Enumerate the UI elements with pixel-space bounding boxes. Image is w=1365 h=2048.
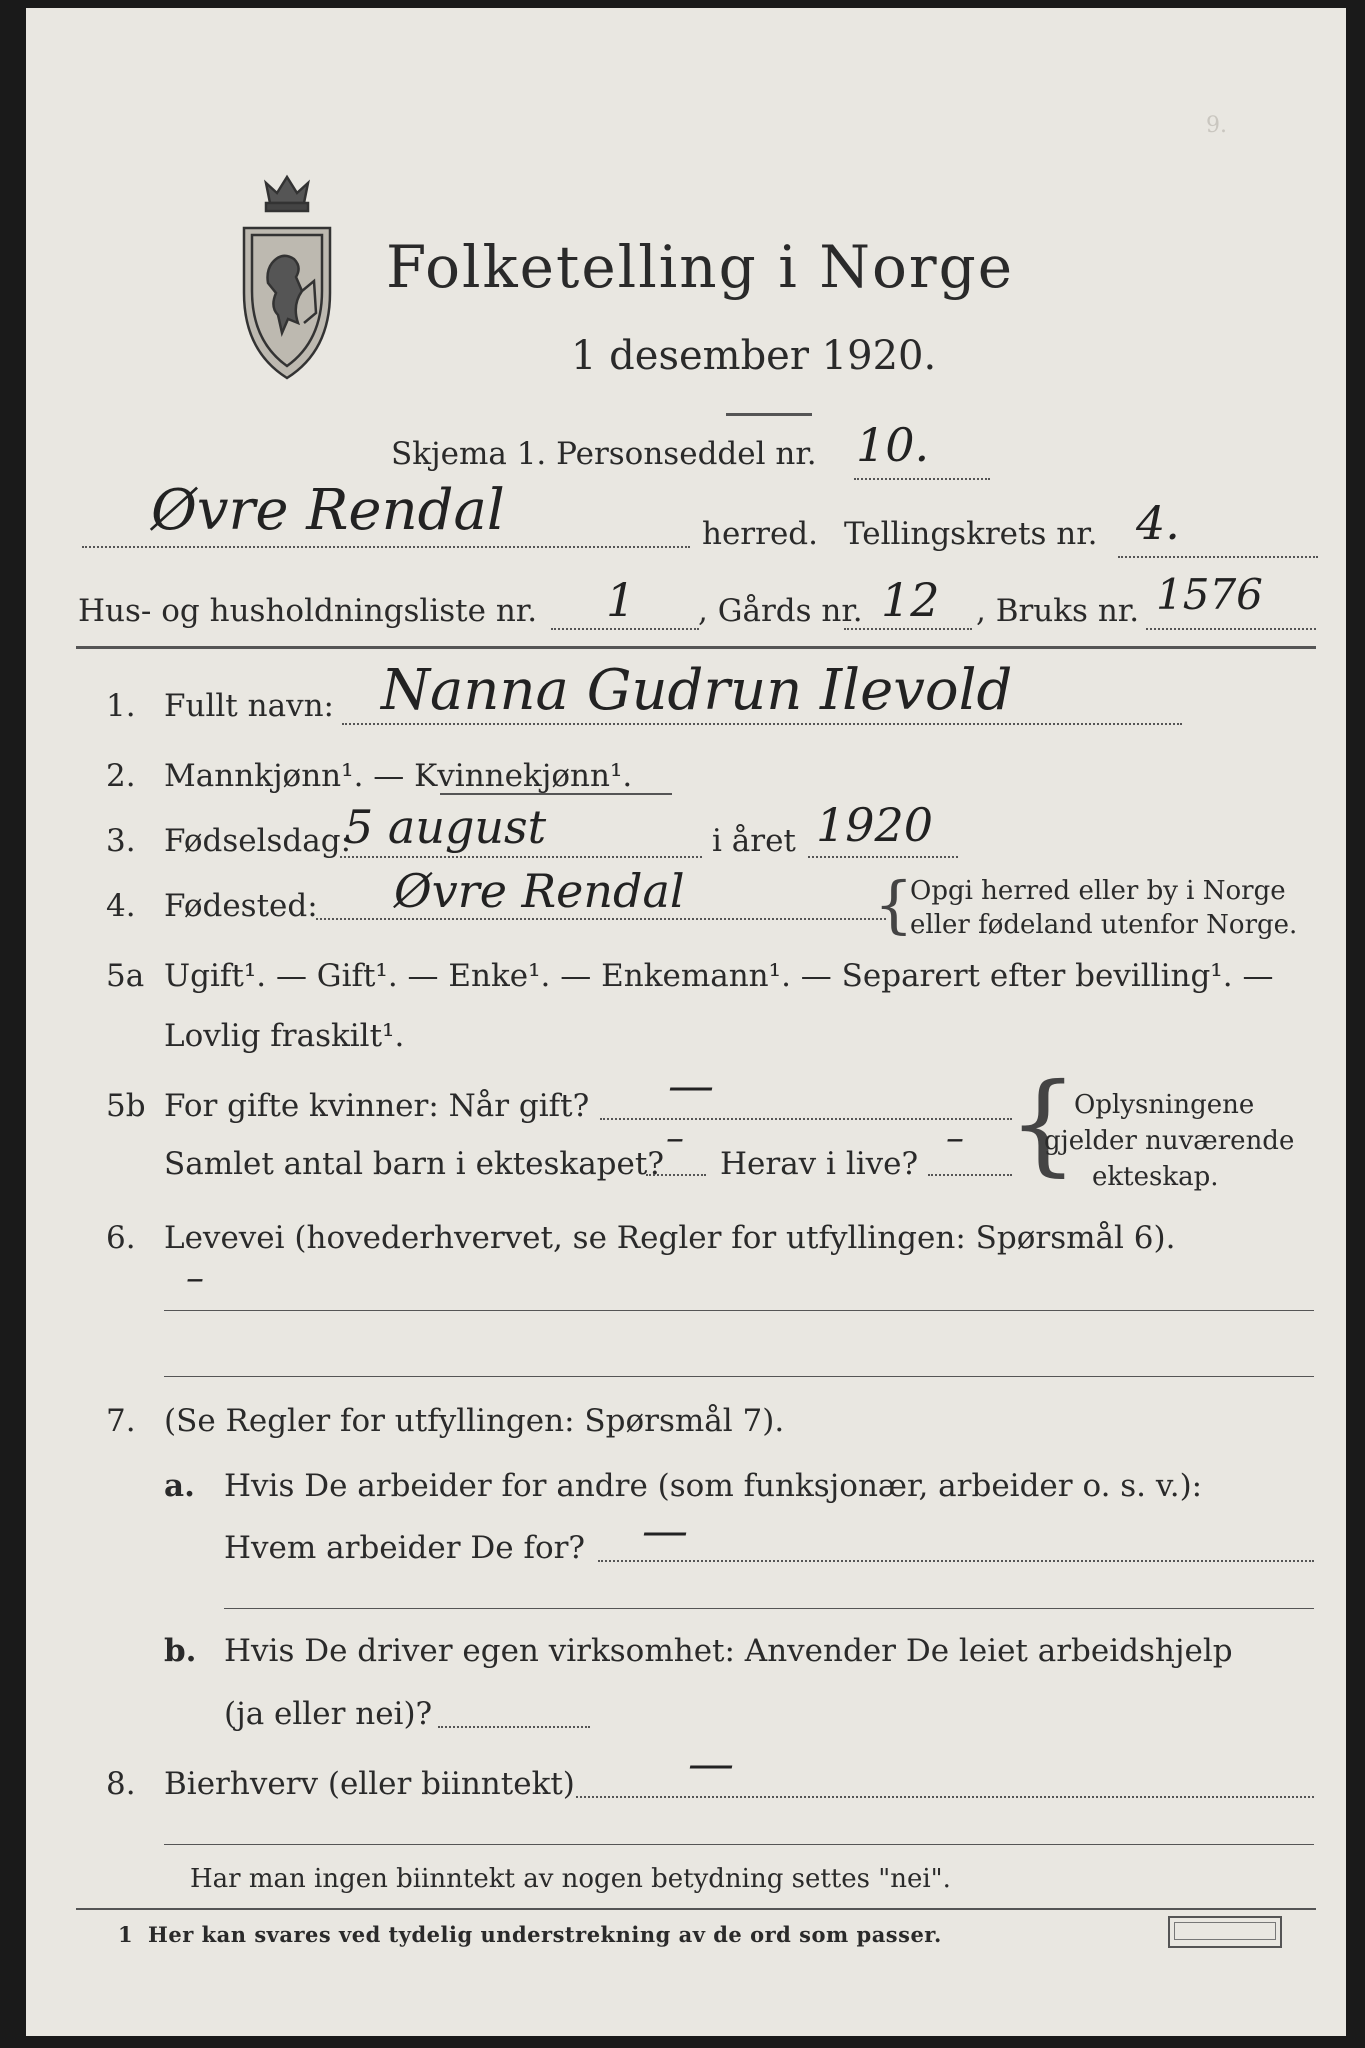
birth-year-value: 1920 xyxy=(816,798,934,852)
q8-number: 8. xyxy=(106,1766,136,1802)
birthplace-value: Øvre Rendal xyxy=(394,864,685,918)
gards-value: 12 xyxy=(881,573,940,627)
husholdningsliste-label: Hus- og husholdningsliste nr. xyxy=(78,593,538,629)
header-divider xyxy=(76,646,1316,649)
q4-note-line2: eller fødeland utenfor Norge. xyxy=(910,910,1298,940)
q5b-number: 5b xyxy=(106,1088,146,1124)
children-alive-value: – xyxy=(946,1118,964,1159)
children-total-value: – xyxy=(666,1118,684,1159)
census-form-sheet xyxy=(26,8,1346,2036)
q7b-label: Hvis De driver egen virksomhet: Anvender De leiet arbeidshjelp xyxy=(224,1633,1233,1669)
herred-field[interactable] xyxy=(82,546,690,548)
hired-help-field[interactable] xyxy=(438,1726,590,1728)
personseddel-nr-value: 10. xyxy=(856,418,930,472)
herred-value: Øvre Rendal xyxy=(151,478,505,543)
q7a-number: a. xyxy=(164,1468,195,1504)
gender-options[interactable]: Mannkjønn¹. — Kvinnekjønn¹. xyxy=(164,758,633,794)
q7b-sub-label: (ja eller nei)? xyxy=(224,1696,433,1732)
birthday-field[interactable] xyxy=(340,856,702,858)
marital-status-options[interactable]: Ugift¹. — Gift¹. — Enke¹. — Enkemann¹. — Separert efter bevilling¹. — xyxy=(164,958,1274,994)
footnote-text: Her kan svares ved tydelig understrekning av de ord som passer. xyxy=(148,1922,942,1947)
side-income-value: — xyxy=(688,1736,734,1790)
footer-divider xyxy=(76,1908,1316,1910)
q1-number: 1. xyxy=(106,688,136,724)
herred-label: herred. xyxy=(702,516,818,552)
biinntekt-note: Har man ingen biinntekt av nogen betydning settes "nei". xyxy=(190,1864,951,1894)
occupation-field-line1[interactable] xyxy=(164,1310,1314,1311)
bruks-label: , Bruks nr. xyxy=(976,593,1140,629)
side-income-field[interactable] xyxy=(576,1796,1314,1798)
birthplace-field[interactable] xyxy=(316,918,886,920)
q5b-brace: { xyxy=(1008,1059,1078,1187)
children-alive-label: Herav i live? xyxy=(720,1146,919,1182)
q4-brace: { xyxy=(874,868,914,941)
personseddel-nr-field[interactable] xyxy=(854,478,990,480)
q3-number: 3. xyxy=(106,823,136,859)
employer-field-line2[interactable] xyxy=(224,1608,1314,1609)
q8-label: Bierhverv (eller biinntekt) xyxy=(164,1766,575,1802)
norwegian-lion-shield-icon xyxy=(232,173,342,393)
tellingskrets-field[interactable] xyxy=(1118,556,1318,558)
q7a-sub-label: Hvem arbeider De for? xyxy=(224,1530,586,1566)
q5b-note-line3: ekteskap. xyxy=(1092,1162,1219,1192)
occupation-field-line2[interactable] xyxy=(164,1376,1314,1377)
gards-field[interactable] xyxy=(844,628,972,630)
form-title: Folketelling i Norge xyxy=(386,233,1015,301)
married-when-value: — xyxy=(668,1058,714,1112)
full-name-value: Nanna Gudrun Ilevold xyxy=(381,658,1013,723)
occupation-value: – xyxy=(186,1258,204,1299)
birthday-value: 5 august xyxy=(344,800,547,854)
q6-label: Levevei (hovederhvervet, se Regler for utfyllingen: Spørsmål 6). xyxy=(164,1220,1176,1256)
q7-label: (Se Regler for utfyllingen: Spørsmål 7). xyxy=(164,1403,785,1439)
title-divider xyxy=(726,413,812,416)
q7b-number: b. xyxy=(164,1633,197,1669)
children-alive-field[interactable] xyxy=(928,1174,1012,1176)
footnote-mark: 1 xyxy=(118,1922,134,1947)
gender-underline-kvinnekjonn xyxy=(440,793,672,795)
q4-number: 4. xyxy=(106,888,136,924)
bleed-through-text: 9. xyxy=(1206,113,1227,138)
tellingskrets-label: Tellingskrets nr. xyxy=(844,516,1098,552)
q5b-note-line2: gjelder nuværende xyxy=(1044,1126,1295,1156)
side-income-field-line2[interactable] xyxy=(164,1844,1314,1845)
full-name-field[interactable] xyxy=(342,723,1182,725)
tellingskrets-value: 4. xyxy=(1136,496,1180,550)
q1-label: Fullt navn: xyxy=(164,688,334,724)
q4-note-line1: Opgi herred eller by i Norge xyxy=(910,876,1286,906)
husholdningsliste-field[interactable] xyxy=(551,628,699,630)
q4-label: Fødested: xyxy=(164,888,318,924)
gards-label: , Gårds nr. xyxy=(698,593,863,629)
q6-number: 6. xyxy=(106,1220,136,1256)
bruks-value: 1576 xyxy=(1156,570,1263,619)
children-total-label: Samlet antal barn i ekteskapet? xyxy=(164,1146,664,1182)
employer-value: — xyxy=(642,1503,688,1557)
q2-number: 2. xyxy=(106,758,136,794)
marital-status-options-cont[interactable]: Lovlig fraskilt¹. xyxy=(164,1018,405,1054)
birth-year-label: i året xyxy=(712,823,796,859)
employer-field[interactable] xyxy=(598,1560,1314,1562)
q7a-label: Hvis De arbeider for andre (som funksjonær, arbeider o. s. v.): xyxy=(224,1468,1203,1504)
q5b-note-line1: Oplysningene xyxy=(1074,1090,1255,1120)
children-total-field[interactable] xyxy=(646,1174,706,1176)
birth-year-field[interactable] xyxy=(808,856,958,858)
bruks-field[interactable] xyxy=(1146,628,1316,630)
skjema-label: Skjema 1. Personseddel nr. xyxy=(391,436,817,472)
married-when-label: For gifte kvinner: Når gift? xyxy=(164,1088,590,1124)
printer-stamp xyxy=(1168,1916,1282,1948)
husholdningsliste-value: 1 xyxy=(606,573,636,627)
q7-number: 7. xyxy=(106,1403,136,1439)
form-date: 1 desember 1920. xyxy=(571,333,937,379)
q5a-number: 5a xyxy=(106,958,145,994)
q3-label: Fødselsdag: xyxy=(164,823,352,859)
